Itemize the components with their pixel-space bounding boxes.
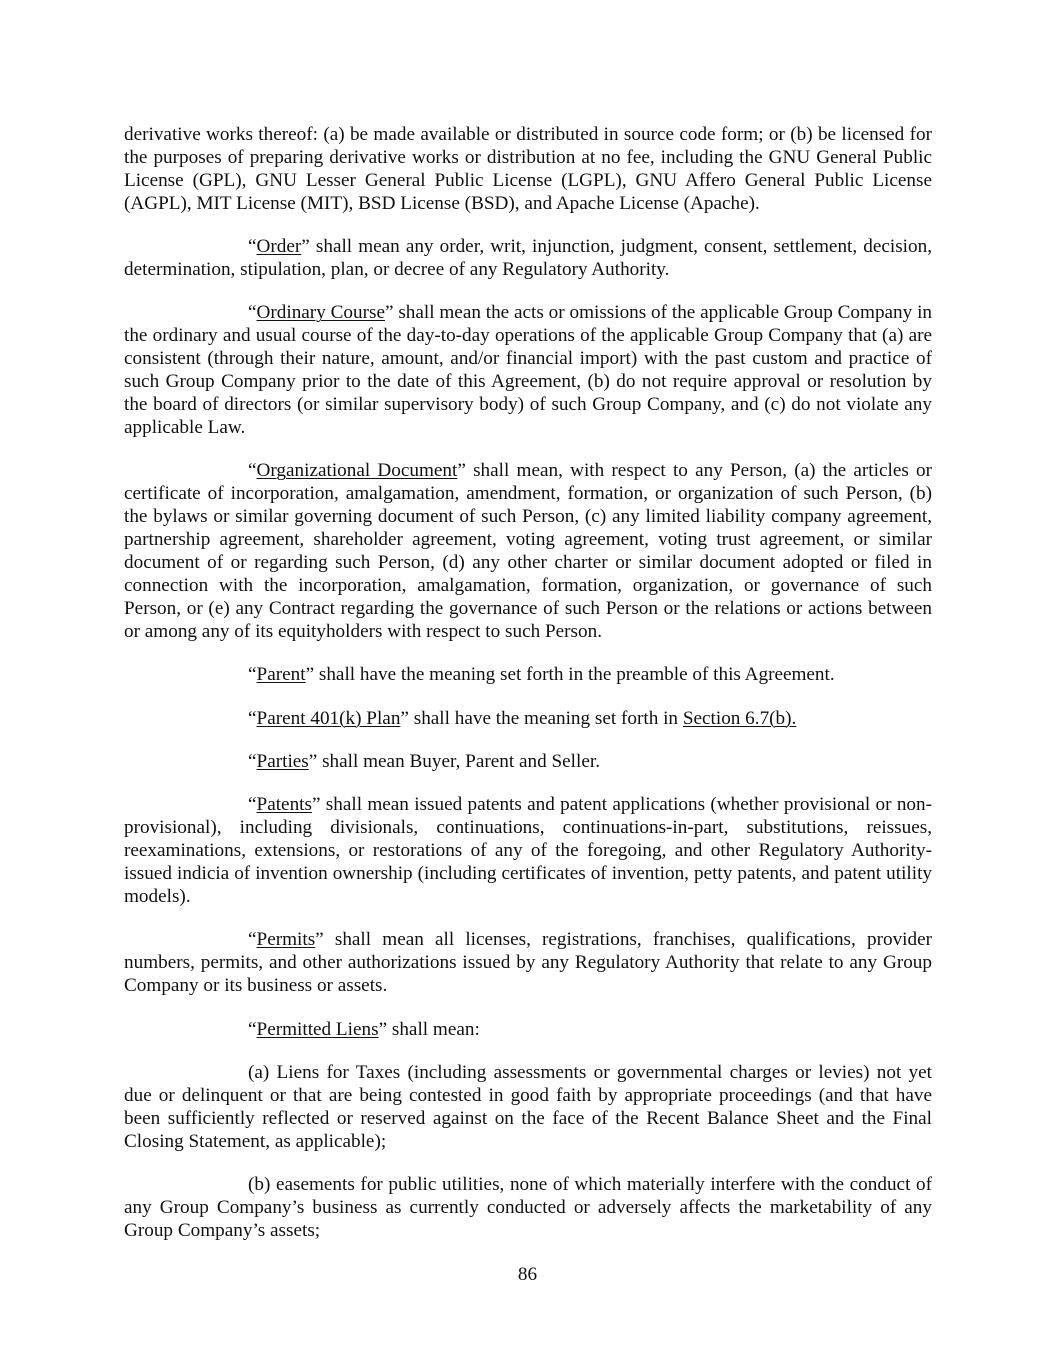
open-quote: “ — [248, 302, 257, 324]
paragraph-text: derivative works thereof: (a) be made available or distributed in source code form; or (b) be licensed for the purposes of preparing derivative works or distribution at no fee, including the GNU General Public License (GPL), GNU Lesser General Public License (LGPL), GNU Affero General Public License (AGPL), MIT License (MIT), BSD License (BSD), and Apache License (Apache). — [124, 124, 932, 214]
open-quote: “ — [248, 929, 257, 951]
defined-term: Parties — [256, 750, 309, 772]
open-quote: “ — [248, 707, 257, 729]
clause-text: (b) easements for public utilities, none of which materially interfere with the conduct of any Group Company’s business as currently conducted or adversely affects the marketability of any Group Company’s assets; — [124, 1174, 932, 1241]
definition-text: ” shall mean Buyer, Parent and Seller. — [308, 750, 600, 772]
defined-term: Ordinary Course — [256, 302, 385, 324]
definition-text: ” shall mean all licenses, registrations, franchises, qualifications, provider numbers, permits, and other authorizations issued by any Regulatory Authority that relate to any Group Company or its business or assets. — [124, 929, 932, 997]
definition-ordinary-course — [124, 302, 932, 439]
definition-parent-401k-plan — [124, 708, 932, 731]
defined-term: Permits — [256, 929, 316, 951]
definition-text: ” shall mean, with respect to any Person, (a) the articles or certificate of incorporation, amalgamation, amendment, formation, or organization of such Person, (b) the bylaws or similar governing document of such Person, (c) any limited liability company agreement, partnership agreement, shareholder agreement, voting agreement, voting trust agreement, or similar document of or regarding such Person, (d) any other charter or similar document adopted or filed in connection with the incorporation, amalgamation, formation, organization, or governance of such Person, or (e) any Contract regarding the governance of such Person or the relations or actions between or among any of its equityholders with respect to such Person. — [124, 460, 932, 642]
permitted-liens-clause-a — [124, 1062, 932, 1154]
open-quote: “ — [248, 1018, 257, 1040]
definition-patents — [124, 794, 932, 909]
definition-text: ” shall have the meaning set forth in the preamble of this Agreement. — [305, 664, 835, 686]
definition-order — [124, 236, 932, 282]
defined-term: Order — [256, 236, 302, 258]
defined-term: Organizational Document — [256, 460, 458, 482]
definition-text: ” shall mean issued patents and patent applications (whether provisional or non-provisional), including divisionals, continuations, continuations-in-part, substitutions, reissues, reexaminations, extensions, or restorations of any of the foregoing, and other Regulatory Authority-issued indicia of invention ownership (including certificates of invention, petty patents, and patent utility models). — [124, 794, 932, 907]
defined-term: Permitted Liens — [256, 1018, 379, 1040]
page-number: 86 — [517, 1264, 538, 1285]
open-quote: “ — [248, 794, 257, 816]
clause-text: (a) Liens for Taxes (including assessments or governmental charges or levies) not yet due or delinquent or that are being contested in good faith by appropriate proceedings (and that have been sufficiently reflected or reserved against on the face of the Recent Balance Sheet and the Final Closing Statement, as applicable); — [124, 1062, 932, 1152]
definition-organizational-document — [124, 460, 932, 643]
definition-permitted-liens — [124, 1019, 932, 1042]
permitted-liens-clause-b — [124, 1174, 932, 1243]
definition-parties — [124, 751, 932, 774]
open-quote: “ — [248, 664, 257, 686]
definition-parent — [124, 664, 932, 687]
definition-permits — [124, 929, 932, 998]
definition-text: ” shall mean the acts or omissions of the applicable Group Company in the ordinary and usual course of the day-to-day operations of the applicable Group Company that (a) are consistent (through their nature, amount, and/or financial import) with the past custom and practice of such Group Company prior to the date of this Agreement, (b) do not require approval or resolution by the board of directors (or similar supervisory body) of such Group Company, and (c) do not violate any applicable Law. — [124, 302, 932, 438]
document-page — [124, 124, 932, 1263]
defined-term: Parent — [256, 664, 306, 686]
open-quote: “ — [248, 236, 257, 258]
paragraph-oss-continuation — [124, 124, 932, 216]
open-quote: “ — [248, 750, 257, 772]
definition-text: ” shall mean: — [378, 1018, 480, 1040]
open-quote: “ — [248, 460, 257, 482]
section-cross-reference-link[interactable]: Section 6.7(b). — [682, 707, 797, 729]
defined-term: Patents — [256, 794, 312, 816]
definition-text: ” shall have the meaning set forth in — [400, 707, 683, 729]
defined-term: Parent 401(k) Plan — [256, 707, 401, 729]
definition-text: ” shall mean any order, writ, injunction, judgment, consent, settlement, decision, determination, stipulation, plan, or decree of any Regulatory Authority. — [124, 236, 932, 281]
